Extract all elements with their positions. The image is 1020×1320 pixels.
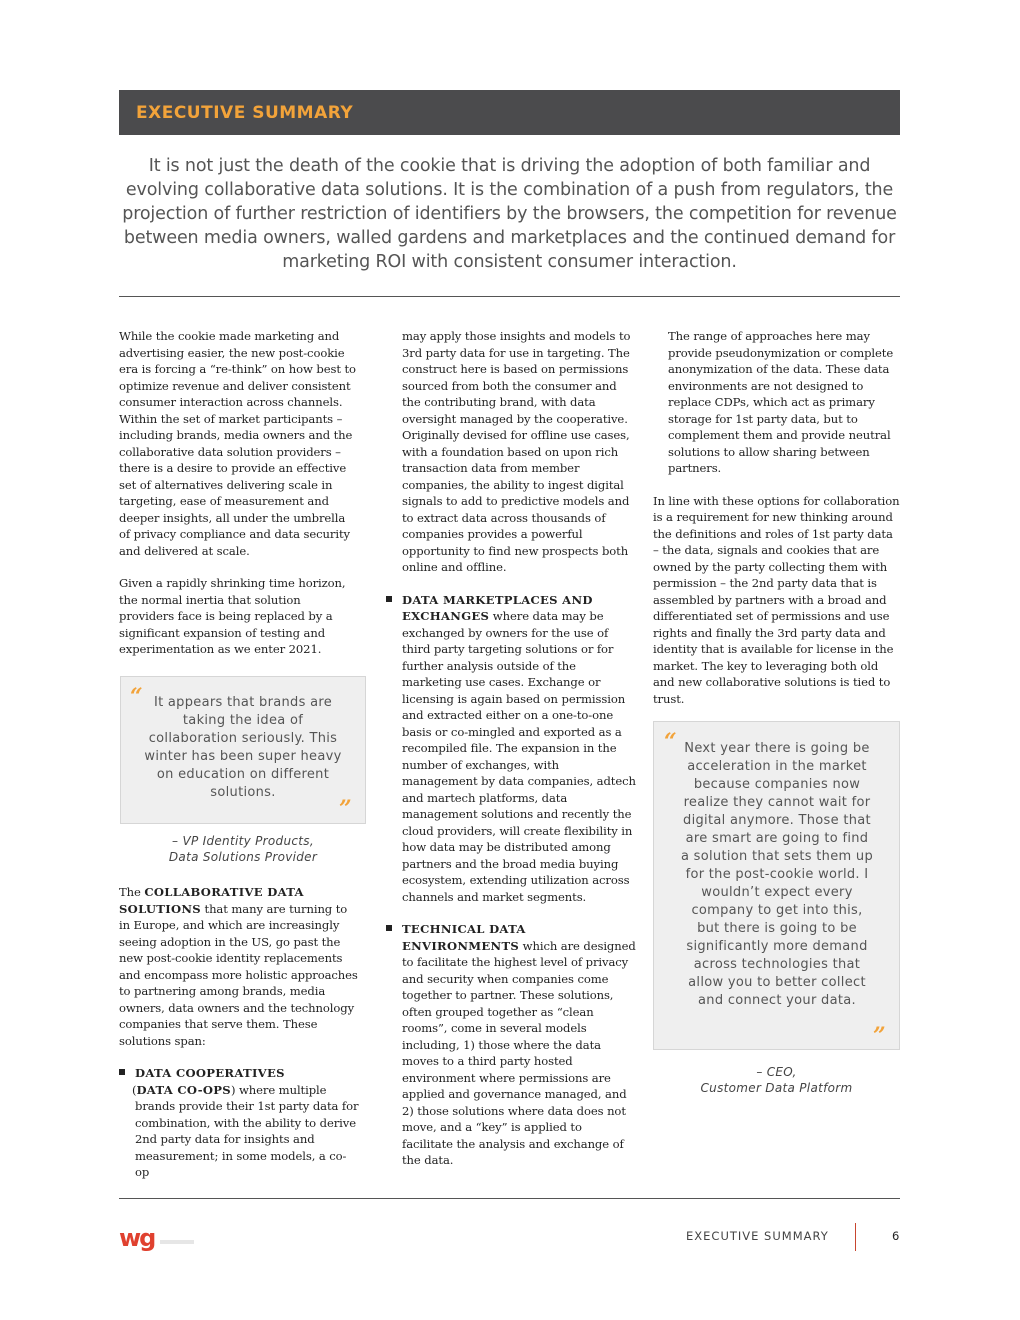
open-quote-icon: “ (664, 729, 677, 755)
quote-1-text: It appears that brands are taking the idea of collaboration seriously. This winter has been super heavy on education on different solutions. (144, 695, 342, 800)
bullet-data-cooperatives: DATA COOPERATIVES (DATA CO-OPS) where multiple brands provide their 1st party data for combination, with the ability to derive 2nd party data for insights and measurement; in some models, a co-op (119, 1065, 359, 1181)
logo-mark: wg (119, 1224, 155, 1252)
attribution-1-line-1: – VP Identity Products, (172, 834, 314, 848)
wg-logo (119, 1224, 198, 1252)
close-quote-icon: ” (339, 796, 352, 822)
col3-paragraph-1: The range of approaches here may provide pseudonymization or complete anonymization of the data. These data environments are not designed to replace CDPs, which act as primary storage for 1st party data, but to complement them and provide neutral solutions to allow sharing between partners. (668, 329, 894, 475)
quote-box-2 (653, 721, 900, 1050)
intro-paragraph: It is not just the death of the cookie that is driving the adoption of both familiar and evolving collaborative data solutions. It is the combination of a push from regulators, the projection of further restriction of identifiers by the browsers, the competition for revenue between media owners, walled gardens and marketplaces and the continued demand for marketing ROI with consistent consumer interaction. (122, 156, 897, 272)
quote-1-attribution (120, 833, 366, 865)
col1-paragraph-2: Given a rapidly shrinking time horizon, the normal inertia that solution providers face is being replaced by a significant expansion of testing and experimentation as we enter 2021. (119, 576, 346, 656)
open-quote-icon: “ (130, 684, 143, 710)
close-quote-icon: ” (873, 1023, 886, 1049)
attribution-1-line-2: Data Solutions Provider (168, 850, 318, 864)
quote-2-attribution (653, 1064, 900, 1096)
col1-paragraph-3: The COLLABORATIVE DATA SOLUTIONS that many are turning to in Europe, and which are increasingly seeing adoption in the US, go past the new post-cookie identity replacements and encompass more holistic approaches to partnering among brands, media owners, data owners and the technology companies that serve them. These solutions span: (119, 885, 358, 1048)
footer-separator (855, 1223, 856, 1251)
bottom-divider (119, 1198, 900, 1199)
col2-paragraph-1: may apply those insights and models to 3rd party data for use in targeting. The construct here is based on permissions sourced from both the consumer and the contributing brand, with data oversight managed by the cooperative. Originally devised for offline use cases, with a foundation based on upon rich transaction data from member companies, the ability to ingest digital signals to add to predictive models and to extract data across thousands of companies provides a powerful opportunity to find new prospects both online and offline. (402, 329, 631, 574)
footer-section-label: EXECUTIVE SUMMARY (686, 1229, 829, 1243)
col3-paragraph-2: In line with these options for collaboration is a requirement for new thinking around the definitions and roles of 1st party data – the data, signals and cookies that are owned by the party collecting them with permission – the 2nd party data that is assembled by partners with a broad and differentiated set of permissions and use rights and finally the 3rd party data and identity that is available for license in the market. The key to leveraging both old and new collaborative solutions is tied to trust. (653, 493, 900, 706)
logo-wordmark-icon (158, 1235, 198, 1249)
quote-2-text: Next year there is going be acceleration in the market because companies now realize they cannot wait for digital anymore. Those that are smart are going to find a solution that sets them up for the post-cookie world. I wouldn’t expect every company to get into this, but there is going to be significantly more demand across technologies that allow you to better collect and connect your data. (680, 741, 874, 1008)
bullet-square-icon (386, 596, 392, 602)
col1-paragraph-1: While the cookie made marketing and advertising easier, the new post-cookie era is forcing a “re-think” on how best to optimize revenue and deliver consistent consumer interaction across channels. Within the set of market participants – including brands, media owners and the collaborative data solution providers – there is a desire to provide an effective set of alternatives delivering scale in targeting, ease of measurement and deeper insights, all under the umbrella of privacy compliance and data security and delivered at scale. (119, 329, 356, 558)
bullet-square-icon (386, 925, 392, 931)
column-1 (119, 328, 359, 658)
section-header-bar (119, 90, 900, 135)
bullet-data-marketplaces: DATA MARKETPLACES AND EXCHANGES where data may be exchanged by owners for the use of third party targeting solutions or for further analysis outside of the marketing use cases. Exchange or licensing is again based on permission and extracted either on a one-to-one basis or co-mingled and exported as a recompiled file. The expansion in the number of exchanges, with management by data companies, adtech and martech platforms, data management solutions and recently the cloud providers, will create flexibility in how data may be distributed among partners and the broad media buying ecosystem, extending utilization across channels and market segments. (386, 592, 636, 906)
column-2 (386, 328, 636, 1169)
quote-box-1 (120, 676, 366, 824)
attribution-2-line-2: Customer Data Platform (700, 1081, 853, 1095)
column-1-lower (119, 884, 359, 1181)
top-divider (119, 296, 900, 297)
page-number: 6 (892, 1229, 900, 1243)
bullet-technical-environments: TECHNICAL DATA ENVIRONMENTS which are designed to facilitate the highest level of privacy and security when companies come together to partner. These solutions, often grouped together as “clean rooms”, come in several models including, 1) those where the data moves to a third party hosted environment where permissions are applied and governance managed, and 2) those solutions where data does not move, and a “key” is applied to facilitate the analysis and exchange of the data. (386, 921, 636, 1169)
section-title: EXECUTIVE SUMMARY (136, 102, 354, 123)
column-3 (653, 328, 901, 707)
bullet-square-icon (119, 1069, 125, 1075)
attribution-2-line-1: – CEO, (756, 1065, 797, 1079)
